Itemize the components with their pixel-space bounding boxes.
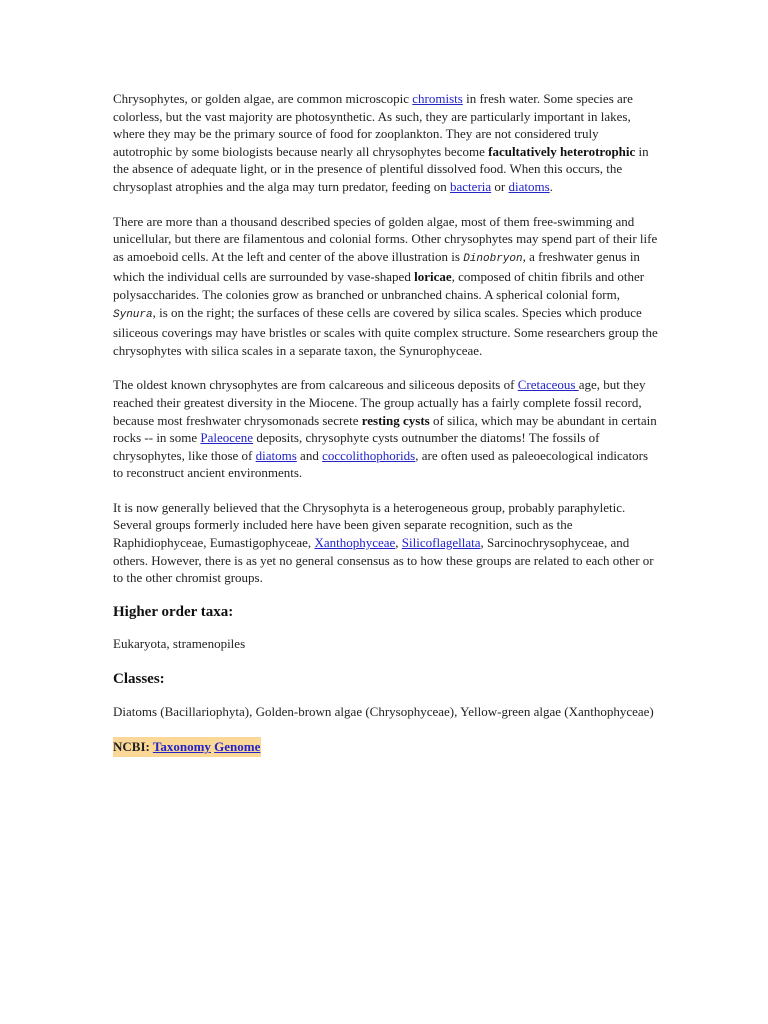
paragraph-species	[113, 213, 658, 360]
link-silicoflagellata[interactable]: Silicoflagellata	[401, 535, 481, 551]
text: of silica, which may be abundant in certain rocks -- in some	[113, 412, 657, 446]
text: age, but they reached their greatest diversity in the Miocene. The group actually has a fairly complete fossil record, because most freshwater chrysomonads secrete	[113, 377, 646, 428]
text: or	[491, 178, 509, 194]
text: in the absence of adequate light, or in the presence of plentiful dissolved food. When this occurs, the chrysoplast atrophies and the alga may turn predator, feeding on	[113, 143, 649, 194]
ncbi-highlight	[113, 737, 261, 757]
text: , are often used as paleoecological indicators to reconstruct ancient environments.	[113, 447, 649, 481]
link-genome[interactable]: Genome	[214, 739, 261, 755]
bold-term: facultatively heterotrophic	[488, 143, 636, 159]
link-taxonomy[interactable]: Taxonomy	[152, 739, 211, 755]
link-coccolithophorids[interactable]: coccolithophorids	[322, 447, 416, 463]
text: , is on the right; the surfaces of these cells are covered by silica scales. Species which produce siliceous coverings may have bristles or scales with quite complex structure. Some researchers group the chrysophytes with silica scales in a separate taxon, the Synurophyceae.	[113, 304, 658, 358]
bold-term: resting cysts	[361, 412, 430, 428]
classes-text: Diatoms (Bacillariophyta), Golden-brown algae (Chrysophyceae), Yellow-green algae (Xanthophyceae)	[113, 703, 654, 719]
text: The oldest known chrysophytes are from calcareous and siliceous deposits of	[113, 377, 518, 393]
text: deposits, chrysophyte cysts outnumber the diatoms! The fossils of chrysophytes, like those of	[113, 430, 600, 463]
text: , composed of chitin fibrils and other polysaccharides. The colonies grow as branched or unbranched chains. A spherical colonial form,	[113, 269, 645, 302]
link-diatoms[interactable]: diatoms	[508, 178, 550, 194]
genus-name: Synura	[113, 308, 153, 321]
link-cretaceous[interactable]: Cretaceous	[517, 377, 579, 393]
article-body	[113, 90, 658, 757]
heading-higher-order-taxa: Higher order taxa:	[113, 603, 234, 620]
link-chromists[interactable]: chromists	[412, 91, 463, 106]
text: Chrysophytes, or golden algae, are common microscopic	[113, 91, 413, 106]
text: and	[296, 447, 323, 463]
link-paleocene[interactable]: Paleocene	[200, 430, 254, 446]
text: , a freshwater genus in which the individual cells are surrounded by vase-shaped	[113, 248, 640, 285]
text: There are more than a thousand described species of golden algae, most of them free-swimming and unicellular, but there are filamentous and colonial forms. Other chrysophytes may spend part of their life as amoeboid cells. At the left and center of the above illustration is	[113, 213, 658, 264]
paragraph-classification	[113, 499, 658, 587]
genus-name: Dinobryon	[463, 252, 523, 265]
paragraph-fossils	[113, 376, 658, 482]
higher-order-taxa-text: Eukaryota, stramenopiles	[113, 636, 246, 652]
link-diatoms-2[interactable]: diatoms	[255, 447, 297, 463]
ncbi-links	[113, 737, 658, 757]
link-xanthophyceae[interactable]: Xanthophyceae	[314, 535, 396, 551]
text: It is now generally believed that the Chrysophyta is a heterogeneous group, probably paraphyletic. Several groups formerly included here have been given separate recognition, such as the Raphidiophyceae, Eumastigophyceae,	[113, 499, 626, 551]
paragraph-intro	[113, 90, 658, 196]
text: .	[549, 178, 553, 194]
link-bacteria[interactable]: bacteria	[450, 178, 492, 194]
bold-term: loricae	[414, 269, 452, 285]
text: , Sarcinochrysophyceae, and others. However, there is as yet no general consensus as to how these groups are related to each other or to the other chromist groups.	[113, 535, 654, 586]
text: in fresh water. Some species are colorless, but the vast majority are photosynthetic. As such, they are particularly important in lakes, where they may be the primary source of food for zooplankton. They are not considered truly autotrophic by some biologists because nearly all chrysophytes become	[113, 91, 633, 159]
ncbi-label: NCBI:	[113, 739, 153, 755]
heading-classes: Classes:	[113, 671, 165, 688]
text: ,	[395, 535, 402, 551]
